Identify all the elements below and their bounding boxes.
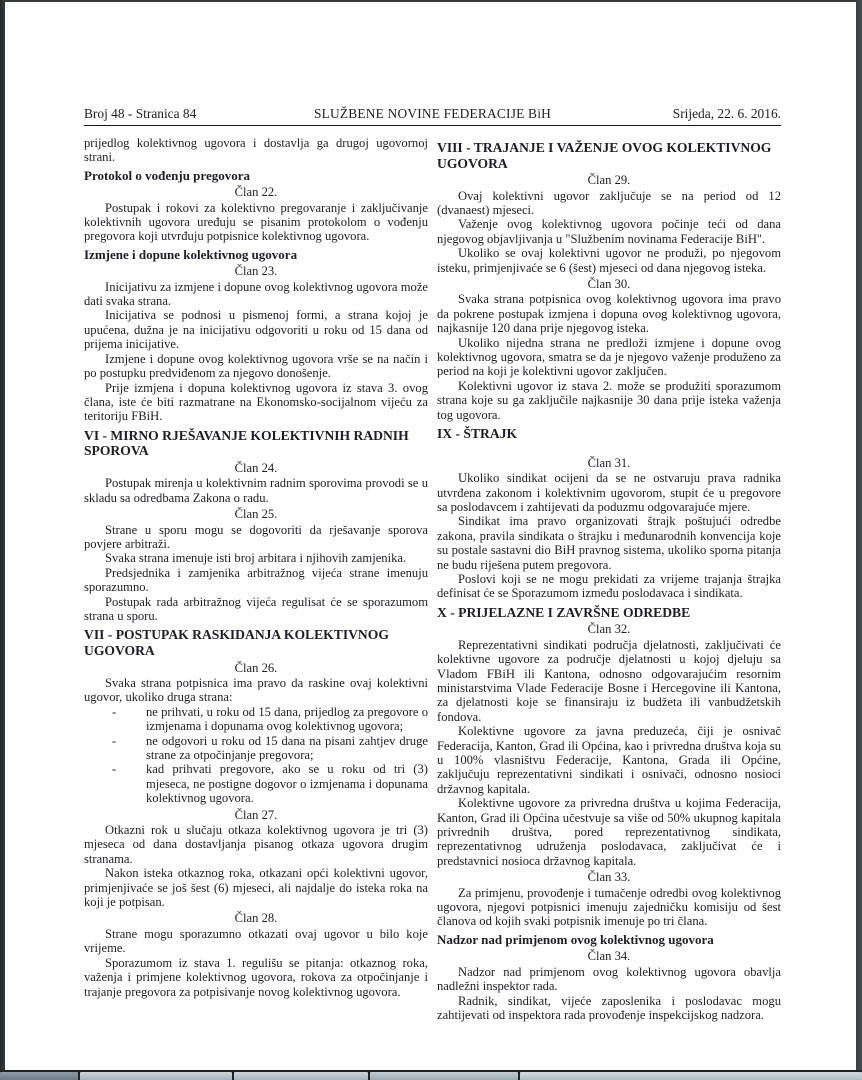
article-number: Član 32. [587,622,631,637]
taskbar-button-3[interactable] [370,1072,518,1080]
paragraph: Ukoliko sindikat ocijeni da se ne ostvaruju prava radnika utvrđena zakonom i kolektivnim ugovorom, stupit će u pregovore sa poslodavcem i zahtijevati da poduzmu odgovarajuće mjere. [437,471,781,514]
right-column [437,136,781,1022]
article-number: Član 23. [234,264,278,279]
paragraph: Strane mogu sporazumno otkazati ovaj ugovor u bilo koje vrijeme. [84,926,428,956]
subheading: Nadzor nad primjenom ovog kolektivnog ugovora [437,931,714,947]
article-number: Član 22. [234,185,278,200]
paragraph: Inicijativa se podnosi u pismenoj formi, a strana kojoj je upućena, dužna je na inicijativu odgovoriti u roku od 15 dana od prijema inicijative. [84,308,428,352]
section-heading: VII - POSTUPAK RASKIDANJA KOLEKTIVNOG UGOVORA [84,627,389,658]
header-issue-number: Broj 48 - Stranica 84 [84,106,197,121]
paragraph: Ukoliko nijedna strana ne predloži izmjene i dopune ovog kolektivnog ugovora, smatra se da je njegovo važenje produženo za period na koji je kolektivni ugovor zaključen. [437,335,781,379]
paragraph: Ukoliko se ovaj kolektivni ugovor ne produži, po njegovom isteku, primjenjivaće se 6 (šest) mjeseci od dana njegovog isteka. [437,246,781,275]
taskbar-start-segment[interactable] [0,1072,78,1080]
paragraph: Radnik, sindikat, vijeće zaposlenika i poslodavac mogu zahtijevati od inspektora rada provođenje inspekcijskog nadzora. [437,993,781,1022]
taskbar-button-2[interactable] [234,1072,368,1080]
paragraph: Postupak rada arbitražnog vijeća regulisat će se sporazumom strana u sporu. [84,594,428,623]
list-item-text: kad prihvati pregovore, ako se u roku od tri (3) mjeseca, ne postigne dogovor o izmjenama i dopunama kolektivnog ugovora. [146,762,428,806]
dash-marker: - [112,762,117,777]
list-item [84,705,428,734]
article-number: Član 27. [234,807,278,822]
taskbar-strip [0,1070,862,1080]
paragraph: Postupak mirenja u kolektivnim radnim sporovima provodi se u skladu sa odredbama Zakona o radu. [84,476,428,505]
article-number: Član 24. [234,460,278,475]
subheading: Protokol o vođenju pregovora [84,167,250,183]
article-number: Član 28. [234,911,278,926]
article-number: Član 25. [234,507,278,522]
paragraph: Kolektivni ugovor iz stava 2. može se produžiti sporazumom strana koje su ga zaključile najkasnije 30 dana prije isteka važenja tog ugovora. [437,378,781,422]
article-number: Član 29. [587,173,631,188]
section-heading: IX - ŠTRAJK [437,426,518,442]
list-item-text: ne prihvati, u roku od 15 dana, prijedlog za pregovore o izmjenama i dopunama ovog kolektivnog ugovora; [146,704,428,734]
dash-marker: - [112,733,117,748]
two-column-body [84,136,781,1022]
paragraph: Nadzor nad primjenom ovog kolektivnog ugovora obavlja nadležni inspektor rada. [437,964,781,994]
article-number: Član 26. [234,660,278,675]
section-heading: VI - MIRNO RJEŠAVANJE KOLEKTIVNIH RADNIH SPOROVA [84,427,409,459]
left-column [84,136,428,1022]
article-number: Član 30. [587,277,631,292]
list-item-text: ne odgovori u roku od 15 dana na pisani zahtjev druge strane za otpočinjanje pregovora; [146,733,428,762]
header-date: Srijeda, 22. 6. 2016. [672,106,781,121]
paragraph: Za primjenu, provođenje i tumačenje odredbi ovog kolektivnog ugovora, njegovi potpisnici imenuju zajedničku komisiju od šest članova od kojih svaki potpisnik imenuje po tri člana. [437,885,781,929]
paragraph: Postupak i rokovi za kolektivno pregovaranje i zaključivanje kolektivnih ugovora uređuju se pisanim protokolom o vođenju pregovora koji utvrđuju potpisnice kolektivnog ugovora. [84,200,428,244]
paragraph: Svaka strana potpisnica ima pravo da raskine ovaj kolektivni ugovor, ukoliko druga strana: [84,675,428,705]
paragraph-continuation: prijedlog kolektivnog ugovora i dostavlja ga drugoj ugovornoj strani. [84,136,428,165]
dash-marker: - [112,704,117,719]
paragraph: Prije izmjena i dopuna kolektivnog ugovora iz stava 3. ovog člana, iste će biti razmatrane na Ekonomsko-socijalnom vijeću za teritoriju FBiH. [84,380,428,424]
section-heading: X - PRIJELAZNE I ZAVRŠNE ODREDBE [437,604,691,620]
paragraph: Predsjednika i zamjenika arbitražnog vijeća strane imenuju sporazumno. [84,565,428,595]
paragraph: Sporazumom iz stava 1. regulišu se pitanja: otkaznog roka, važenja i primjene kolektivnog ugovora, rokova za otpočinjanje i trajanje pregovora za potpisivanje novog kolektivnog ugovora. [84,955,428,999]
paragraph: Važenje ovog kolektivnog ugovora počinje teći od dana njegovog objavljivanja u "Službenim novinama Federacije BiH". [437,217,781,246]
document-page [5,2,856,1070]
page-header [84,106,781,126]
paragraph: Kolektivne ugovore za privredna društva u kojima Federacija, Kanton, Grad ili Općina učestvuje sa više od 50% ukupnog kapitala privrednih društva, pored reprezentativnog sindikata, reprezentativnog udruženja poslodavaca, zaključivat će i predstavnici nosioca državnog kapitala. [437,796,781,868]
paragraph: Ovaj kolektivni ugovor zaključuje se na period od 12 (dvanaest) mjeseci. [437,188,781,217]
section-heading: VIII - TRAJANJE I VAŽENJE OVOG KOLEKTIVNOG UGOVORA [437,140,772,171]
paragraph: Inicijativu za izmjene i dopune ovog kolektivnog ugovora može dati svaka strana. [84,279,428,309]
list-item [84,762,428,805]
paragraph: Kolektivne ugovore za javna preduzeća, čiji je osnivač Federacija, Kanton, Grad ili Općina, kao i privredna društva koja su u 100% vlasništvu Federacije, Kantona, Grada ili Općine, zaključuju reprezentativni sindikati i osnivači, odnosno nosioci državnog kapitala. [437,724,781,796]
article-number: Član 34. [587,949,631,964]
list-item [84,734,428,763]
subheading: Izmjene i dopune kolektivnog ugovora [84,246,298,262]
paragraph: Svaka strana imenuje isti broj arbitara i njihovih zamjenika. [105,551,407,566]
paragraph: Poslovi koji se ne mogu prekidati za vrijeme trajanja štrajka definisat će se Sporazumom između poslodavaca i sindikata. [437,571,781,601]
header-publication-title: SLUŽBENE NOVINE FEDERACIJE BiH [314,106,551,121]
article-number: Član 33. [587,870,631,885]
taskbar-button-1[interactable] [80,1072,232,1080]
paragraph: Svaka strana potpisnica ovog kolektivnog ugovora ima pravo da pokrene postupak izmjena i dopuna ovog kolektivnog ugovora, najkasnije 120 dana prije njegovog isteka. [437,292,781,336]
article-number: Član 31. [587,455,631,470]
paragraph: Strane u sporu mogu se dogovoriti da rješavanje sporova povjere arbitraži. [84,522,428,551]
paragraph: Nakon isteka otkaznog roka, otkazani opći kolektivni ugovor, primjenjivaće se još šest (6) mjeseci, ali najdalje do isteka roka na koji je potpisan. [84,866,428,910]
paragraph: Otkazni rok u slučaju otkaza kolektivnog ugovora je tri (3) mjeseca od dana dostavljanja pisanog otkaza ugovora drugim stranama. [84,823,428,866]
paragraph: Reprezentativni sindikati područja djelatnosti, zaključivati će kolektivne ugovore za područje djelatnosti u kojoj djeluju sa Vladom FBiH ili Kantona, odnosno odgovarajućim resornim ministarstvima Vlade Federacije Bosne i Hercegovine ili Kantona, za djelatnosti koje se finansiraju iz budžeta ili vanbudžetskih fondova. [437,637,781,724]
paragraph: Sindikat ima pravo organizovati štrajk poštujući odredbe zakona, pravila sindikata o štrajku i međunarodnih konvencija koje su postale sastavni dio BiH pravnog sistema, ukoliko sporna pitanja ne budu riješena putem pregovora. [437,514,781,572]
bullet-list [84,705,428,806]
taskbar-tray-segment[interactable] [520,1072,862,1080]
paragraph: Izmjene i dopune ovog kolektivnog ugovora vrše se na način i po postupku predviđenom za njegovo donošenje. [84,351,428,381]
